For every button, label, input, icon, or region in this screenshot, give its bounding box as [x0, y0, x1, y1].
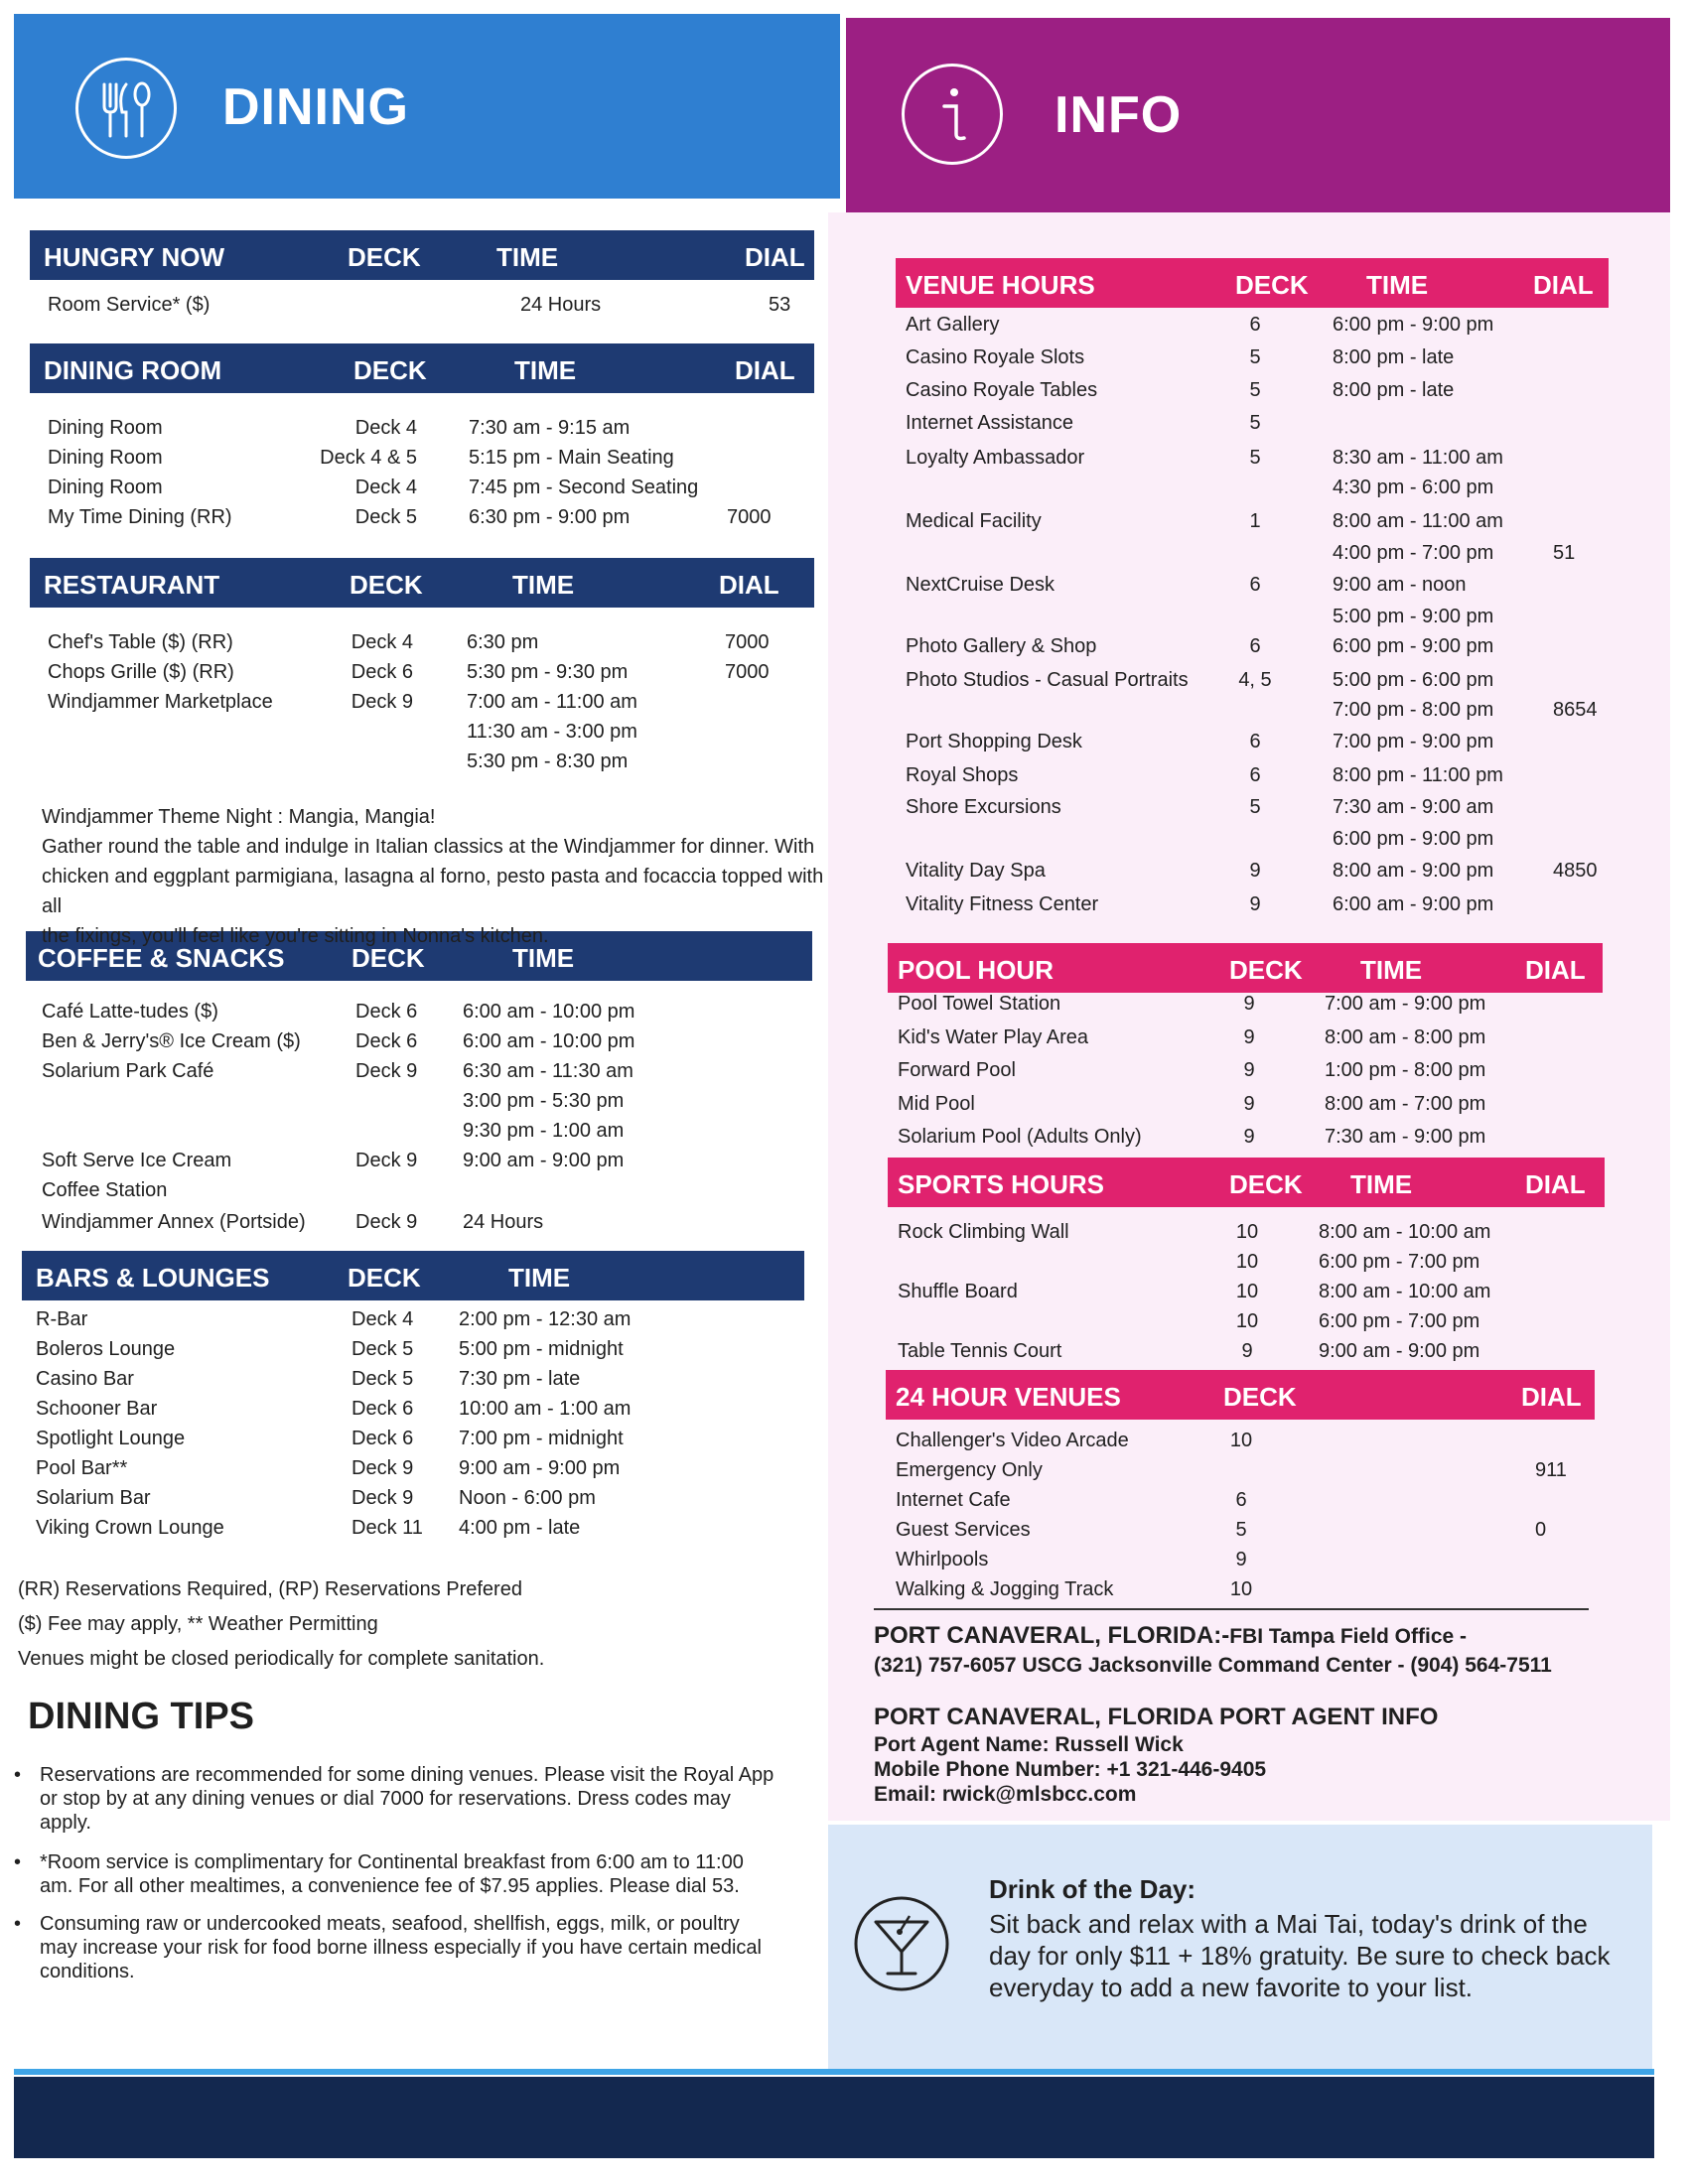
- venue-hours-row: [896, 893, 1609, 919]
- restaurant-venue-cell: Chef's Table ($) (RR): [48, 631, 233, 653]
- sports-hours-deck-cell: 10: [1235, 1221, 1259, 1243]
- drink-title: Drink of the Day:: [989, 1874, 1196, 1904]
- drink-text: Sit back and relax with a Mai Tai, today's drink of the day for only $11 + 18% gratuity. Be sure to check back everyday to add a new favorite to your list.: [989, 1909, 1611, 2002]
- twenty-four-hour-venues-deck-cell: 9: [1235, 1549, 1247, 1570]
- twenty-four-hour-venues-row: [886, 1459, 1595, 1485]
- bars-lounges-time-cell: 7:30 pm - late: [459, 1368, 581, 1390]
- bars-lounges-deck-cell: Deck 6: [352, 1428, 414, 1449]
- venue-hours-venue-cell: Photo Studios - Casual Portraits: [906, 669, 1189, 691]
- dining-room-header-0: DINING ROOM: [44, 355, 222, 385]
- dining-tip: • *Room service is complimentary for Continental breakfast from 6:00 am to 11:00 am. For all other mealtimes, a convenience fee of $7.95 applies. Please dial 53.: [40, 1850, 774, 1898]
- venue-hours-row: [896, 606, 1609, 631]
- venue-hours-row: [896, 510, 1609, 536]
- bars-lounges-deck-cell: Deck 9: [352, 1457, 414, 1479]
- pool-hour-time-cell: 8:00 am - 7:00 pm: [1325, 1092, 1486, 1115]
- venue-hours-time-cell: 7:00 pm - 8:00 pm: [1333, 699, 1494, 721]
- sports-hours-row: [888, 1251, 1605, 1277]
- hungry-now-row: [30, 294, 814, 320]
- coffee-snacks-deck-cell: Deck 6: [355, 1001, 418, 1023]
- info-icon: [905, 67, 1000, 162]
- hungry-now-header-2: TIME: [496, 242, 559, 272]
- pool-hour-deck-cell: 9: [1243, 1092, 1255, 1115]
- pool-hour-header-1: DECK: [1229, 955, 1303, 985]
- venue-hours-deck-cell: 6: [1249, 635, 1261, 657]
- dining-icon-circle: [75, 58, 177, 159]
- legend-line: (RR) Reservations Required, (RP) Reservations Prefered: [18, 1578, 522, 1600]
- venue-hours-time-cell: 6:00 pm - 9:00 pm: [1333, 828, 1494, 850]
- twenty-four-hour-venues-deck-cell: 6: [1235, 1489, 1247, 1511]
- pool-hour-time-cell: 8:00 am - 8:00 pm: [1325, 1025, 1486, 1048]
- port-agent-title: PORT CANAVERAL, FLORIDA PORT AGENT INFO: [874, 1704, 1439, 1730]
- venue-hours-deck-cell: 1: [1249, 510, 1261, 532]
- venue-hours-time-cell: 6:00 pm - 9:00 pm: [1333, 314, 1494, 336]
- coffee-snacks-venue-cell: Ben & Jerry's® Ice Cream ($): [42, 1030, 301, 1052]
- dining-room-time-cell: 5:15 pm - Main Seating: [469, 447, 674, 469]
- sports-hours-deck-cell: 10: [1235, 1251, 1259, 1273]
- sports-hours-row: [888, 1221, 1605, 1247]
- bars-lounges-deck-cell: Deck 5: [352, 1368, 414, 1390]
- port-agent-phone: Mobile Phone Number: +1 321-446-9405: [874, 1758, 1267, 1781]
- bars-lounges-deck-cell: Deck 5: [352, 1338, 414, 1360]
- info-title: INFO: [1055, 86, 1183, 144]
- legend-line: Venues might be closed periodically for complete sanitation.: [18, 1648, 545, 1670]
- sports-hours-row: [888, 1340, 1605, 1366]
- venue-hours-deck-cell: 5: [1249, 447, 1261, 469]
- restaurant-time-cell: 5:30 pm - 9:30 pm: [467, 661, 629, 683]
- restaurant-header-3: DIAL: [719, 570, 779, 600]
- venue-hours-header-1: DECK: [1235, 270, 1309, 300]
- pool-hour-venue-cell: Pool Towel Station: [898, 993, 1061, 1015]
- info-icon-circle: [902, 64, 1003, 165]
- sports-hours-time-cell: 6:00 pm - 7:00 pm: [1319, 1310, 1480, 1332]
- twenty-four-hour-venues-deck-cell: 10: [1229, 1430, 1253, 1451]
- venue-hours-deck-cell: 6: [1249, 574, 1261, 596]
- coffee-snacks-time-cell: 9:30 pm - 1:00 am: [463, 1120, 625, 1142]
- bars-lounges-deck-cell: Deck 11: [352, 1517, 423, 1539]
- port-security-line1: FBI Tampa Field Office -: [1229, 1625, 1468, 1648]
- venue-hours-row: [896, 699, 1609, 725]
- dining-room-venue-cell: Dining Room: [48, 447, 163, 469]
- bars-lounges-row: [22, 1517, 804, 1543]
- restaurant-time-cell: 5:30 pm - 8:30 pm: [467, 751, 629, 772]
- twenty-four-hour-venues-deck-cell: 5: [1235, 1519, 1247, 1541]
- restaurant-row: [30, 721, 814, 747]
- venue-hours-venue-cell: Internet Assistance: [906, 412, 1073, 434]
- venue-hours-row: [896, 669, 1609, 695]
- coffee-snacks-venue-cell: Café Latte-tudes ($): [42, 1001, 218, 1023]
- venue-hours-time-cell: 8:30 am - 11:00 am: [1333, 447, 1503, 469]
- port-agent-email: Email: rwick@mlsbcc.com: [874, 1783, 1137, 1806]
- twenty-four-hour-venues-header-bar: [886, 1370, 1595, 1420]
- venue-hours-header-3: DIAL: [1533, 270, 1594, 300]
- venue-hours-row: [896, 346, 1609, 372]
- venue-hours-time-cell: 5:00 pm - 9:00 pm: [1333, 606, 1494, 627]
- restaurant-deck-cell: Deck 4: [351, 631, 413, 653]
- venue-hours-row: [896, 477, 1609, 502]
- twenty-four-hour-venues-venue-cell: Challenger's Video Arcade: [896, 1430, 1129, 1451]
- dining-room-header-2: TIME: [514, 355, 577, 385]
- restaurant-row: [30, 751, 814, 776]
- coffee-snacks-deck-cell: Deck 9: [355, 1150, 418, 1171]
- dining-room-row: [30, 447, 814, 473]
- sports-hours-header-1: DECK: [1229, 1169, 1303, 1199]
- bars-lounges-header-0: BARS & LOUNGES: [36, 1263, 270, 1293]
- venue-hours-venue-cell: Shore Excursions: [906, 796, 1061, 818]
- sports-hours-deck-cell: 10: [1235, 1310, 1259, 1332]
- venue-hours-time-cell: 7:00 pm - 9:00 pm: [1333, 731, 1494, 752]
- dining-tip: • Consuming raw or undercooked meats, seafood, shellfish, eggs, milk, or poultry may increase your risk for food borne illness especially if you have certain medical conditions.: [40, 1912, 774, 1983]
- theme-line: Gather round the table and indulge in Italian classics at the Windjammer for dinner. With: [42, 836, 815, 858]
- divider: [874, 1608, 1589, 1610]
- info-header: [846, 18, 1670, 212]
- venue-hours-venue-cell: Casino Royale Slots: [906, 346, 1085, 368]
- port-security-title: [874, 1622, 1467, 1650]
- coffee-snacks-time-cell: 6:30 am - 11:30 am: [463, 1060, 633, 1082]
- venue-hours-row: [896, 542, 1609, 568]
- venue-hours-venue-cell: Art Gallery: [906, 314, 1000, 336]
- restaurant-venue-cell: Chops Grille ($) (RR): [48, 661, 234, 683]
- venue-hours-venue-cell: Loyalty Ambassador: [906, 447, 1085, 469]
- twenty-four-hour-venues-venue-cell: Guest Services: [896, 1519, 1031, 1541]
- twenty-four-hour-venues-deck-cell: 10: [1229, 1578, 1253, 1600]
- sports-hours-time-cell: 9:00 am - 9:00 pm: [1319, 1340, 1480, 1362]
- venue-hours-time-cell: 8:00 pm - 11:00 pm: [1333, 764, 1503, 786]
- sports-hours-venue-cell: Rock Climbing Wall: [898, 1221, 1069, 1243]
- venue-hours-deck-cell: 4, 5: [1238, 669, 1272, 691]
- coffee-snacks-deck-cell: Deck 9: [355, 1211, 418, 1233]
- bars-lounges-time-cell: 5:00 pm - midnight: [459, 1338, 624, 1360]
- venue-hours-dial-cell: 51: [1553, 542, 1576, 564]
- theme-night-text: [42, 802, 836, 951]
- dining-room-venue-cell: My Time Dining (RR): [48, 506, 232, 528]
- restaurant-deck-cell: Deck 9: [351, 691, 413, 713]
- cocktail-icon: [852, 1894, 951, 1993]
- hungry-now-header-3: DIAL: [745, 242, 805, 272]
- dining-room-row: [30, 417, 814, 443]
- dining-room-venue-cell: Dining Room: [48, 417, 163, 439]
- dining-room-time-cell: 6:30 pm - 9:00 pm: [469, 506, 631, 528]
- dining-room-time-cell: 7:30 am - 9:15 am: [469, 417, 631, 439]
- dining-room-header-3: DIAL: [735, 355, 795, 385]
- bars-lounges-venue-cell: Boleros Lounge: [36, 1338, 176, 1360]
- bars-lounges-time-cell: Noon - 6:00 pm: [459, 1487, 596, 1509]
- restaurant-venue-cell: Windjammer Marketplace: [48, 691, 273, 713]
- venue-hours-venue-cell: Vitality Fitness Center: [906, 893, 1099, 915]
- coffee-snacks-time-cell: 6:00 am - 10:00 pm: [463, 1030, 635, 1052]
- pool-hour-venue-cell: Solarium Pool (Adults Only): [898, 1126, 1142, 1148]
- sports-hours-venue-cell: Table Tennis Court: [898, 1340, 1062, 1362]
- theme-line: chicken and eggplant parmigiana, lasagna al forno, pesto pasta and focaccia topped with all: [42, 866, 824, 917]
- twenty-four-hour-venues-venue-cell: Emergency Only: [896, 1459, 1043, 1481]
- venue-hours-deck-cell: 5: [1249, 412, 1261, 434]
- restaurant-header-bar: [30, 558, 814, 608]
- twenty-four-hour-venues-venue-cell: Walking & Jogging Track: [896, 1578, 1114, 1600]
- restaurant-row: [30, 631, 814, 657]
- hungry-now-venue-cell: Room Service* ($): [48, 294, 211, 316]
- dining-header: [14, 14, 840, 199]
- coffee-snacks-header-2: TIME: [512, 943, 575, 973]
- venue-hours-deck-cell: 5: [1249, 379, 1261, 401]
- theme-line: the fixings, you'll feel like you're sitting in Nonna's kitchen.: [42, 925, 549, 947]
- venue-hours-deck-cell: 9: [1249, 893, 1261, 915]
- restaurant-dial-cell: 7000: [725, 661, 770, 683]
- bars-lounges-venue-cell: Spotlight Lounge: [36, 1428, 186, 1449]
- sports-hours-time-cell: 6:00 pm - 7:00 pm: [1319, 1251, 1480, 1273]
- pool-hour-row: [888, 1093, 1603, 1119]
- theme-line: Windjammer Theme Night : Mangia, Mangia!: [42, 806, 436, 828]
- bars-lounges-time-cell: 2:00 pm - 12:30 am: [459, 1308, 632, 1330]
- venue-hours-deck-cell: 5: [1249, 796, 1261, 818]
- bars-lounges-venue-cell: Solarium Bar: [36, 1487, 151, 1509]
- hungry-now-dial-cell: 53: [769, 294, 791, 316]
- coffee-snacks-deck-cell: Deck 9: [355, 1060, 418, 1082]
- restaurant-header-1: DECK: [350, 570, 423, 600]
- pool-hour-time-cell: 7:30 am - 9:00 pm: [1325, 1126, 1486, 1148]
- bars-lounges-time-cell: 7:00 pm - midnight: [459, 1428, 624, 1449]
- legend-line: ($) Fee may apply, ** Weather Permitting: [18, 1613, 378, 1635]
- venue-hours-deck-cell: 9: [1249, 860, 1261, 882]
- dining-tip: • Reservations are recommended for some dining venues. Please visit the Royal App or stop by at any dining venues or dial 7000 for reservations. Dress codes may apply.: [40, 1763, 774, 1835]
- dining-room-deck-cell: Deck 4 & 5: [320, 447, 417, 469]
- twenty-four-hour-venues-header-0: 24 HOUR VENUES: [896, 1382, 1121, 1412]
- pool-hour-venue-cell: Forward Pool: [898, 1059, 1016, 1081]
- twenty-four-hour-venues-venue-cell: Whirlpools: [896, 1549, 989, 1570]
- bars-lounges-deck-cell: Deck 6: [352, 1398, 414, 1420]
- bars-lounges-row: [22, 1308, 804, 1334]
- restaurant-row: [30, 661, 814, 687]
- bars-lounges-venue-cell: Schooner Bar: [36, 1398, 158, 1420]
- hungry-now-header-0: HUNGRY NOW: [44, 242, 224, 272]
- dining-room-row: [30, 477, 814, 502]
- venue-hours-dial-cell: 4850: [1553, 860, 1598, 882]
- venue-hours-deck-cell: 5: [1249, 346, 1261, 368]
- venue-hours-time-cell: 8:00 pm - late: [1333, 379, 1455, 401]
- pool-hour-header-3: DIAL: [1525, 955, 1586, 985]
- restaurant-time-cell: 6:30 pm: [467, 631, 539, 653]
- dining-room-dial-cell: 7000: [727, 506, 772, 528]
- venue-hours-time-cell: 8:00 pm - late: [1333, 346, 1455, 368]
- pool-hour-header-bar: [888, 943, 1603, 993]
- venue-hours-row: [896, 635, 1609, 661]
- sports-hours-row: [888, 1281, 1605, 1306]
- hungry-now-header-1: DECK: [348, 242, 421, 272]
- venue-hours-deck-cell: 6: [1249, 764, 1261, 786]
- twenty-four-hour-venues-dial-cell: 911: [1535, 1459, 1567, 1481]
- venue-hours-row: [896, 412, 1609, 438]
- twenty-four-hour-venues-row: [886, 1430, 1595, 1455]
- sports-hours-header-2: TIME: [1350, 1169, 1413, 1199]
- sports-hours-row: [888, 1310, 1605, 1336]
- port-security-line2: (321) 757-6057 USCG Jacksonville Command Center - (904) 564-7511: [874, 1654, 1552, 1677]
- venue-hours-row: [896, 314, 1609, 340]
- dining-room-header-bar: [30, 343, 814, 393]
- venue-hours-row: [896, 796, 1609, 822]
- bars-lounges-row: [22, 1398, 804, 1424]
- bars-lounges-row: [22, 1338, 804, 1364]
- restaurant-header-0: RESTAURANT: [44, 570, 220, 600]
- bars-lounges-venue-cell: Casino Bar: [36, 1368, 134, 1390]
- venue-hours-row: [896, 764, 1609, 790]
- pool-hour-row: [888, 1026, 1603, 1052]
- venue-hours-venue-cell: Vitality Day Spa: [906, 860, 1046, 882]
- sports-hours-header-0: SPORTS HOURS: [898, 1169, 1105, 1199]
- bars-lounges-deck-cell: Deck 9: [352, 1487, 414, 1509]
- twenty-four-hour-venues-row: [886, 1519, 1595, 1545]
- venue-hours-row: [896, 574, 1609, 600]
- venue-hours-time-cell: 5:00 pm - 6:00 pm: [1333, 669, 1494, 691]
- sports-hours-deck-cell: 10: [1235, 1281, 1259, 1302]
- venue-hours-venue-cell: Port Shopping Desk: [906, 731, 1082, 752]
- restaurant-header-2: TIME: [512, 570, 575, 600]
- coffee-snacks-row: [26, 1179, 812, 1205]
- pool-hour-row: [888, 993, 1603, 1019]
- venue-hours-row: [896, 447, 1609, 473]
- venue-hours-header-0: VENUE HOURS: [906, 270, 1095, 300]
- restaurant-deck-cell: Deck 6: [351, 661, 413, 683]
- venue-hours-venue-cell: NextCruise Desk: [906, 574, 1055, 596]
- venue-hours-time-cell: 9:00 am - noon: [1333, 574, 1467, 596]
- bars-lounges-time-cell: 10:00 am - 1:00 am: [459, 1398, 632, 1420]
- venue-hours-dial-cell: 8654: [1553, 699, 1598, 721]
- venue-hours-time-cell: 6:00 pm - 9:00 pm: [1333, 635, 1494, 657]
- dining-title: DINING: [222, 78, 409, 136]
- coffee-snacks-row: [26, 1211, 812, 1237]
- twenty-four-hour-venues-venue-cell: Internet Cafe: [896, 1489, 1011, 1511]
- legend: [18, 1572, 812, 1677]
- venue-hours-time-cell: 8:00 am - 9:00 pm: [1333, 860, 1494, 882]
- bars-lounges-header-bar: [22, 1251, 804, 1300]
- dining-tips-title: DINING TIPS: [28, 1696, 255, 1737]
- coffee-snacks-header-1: DECK: [352, 943, 425, 973]
- venue-hours-venue-cell: Photo Gallery & Shop: [906, 635, 1097, 657]
- venue-hours-row: [896, 379, 1609, 405]
- coffee-snacks-venue-cell: Soft Serve Ice Cream: [42, 1150, 232, 1171]
- twenty-four-hour-venues-header-3: DIAL: [1521, 1382, 1582, 1412]
- hungry-now-time-cell: 24 Hours: [520, 294, 602, 316]
- coffee-snacks-row: [26, 1090, 812, 1116]
- sports-hours-venue-cell: Shuffle Board: [898, 1281, 1018, 1302]
- coffee-snacks-row: [26, 1060, 812, 1086]
- venue-hours-time-cell: 4:00 pm - 7:00 pm: [1333, 542, 1494, 564]
- coffee-snacks-time-cell: 6:00 am - 10:00 pm: [463, 1001, 635, 1023]
- pool-hour-row: [888, 1059, 1603, 1085]
- bars-lounges-header-1: DECK: [348, 1263, 421, 1293]
- sports-hours-header-bar: [888, 1158, 1605, 1207]
- footer-bar: [14, 2077, 1654, 2158]
- bars-lounges-row: [22, 1428, 804, 1453]
- sports-hours-time-cell: 8:00 am - 10:00 am: [1319, 1221, 1491, 1243]
- dining-room-time-cell: 7:45 pm - Second Seating: [469, 477, 699, 498]
- pool-hour-header-2: TIME: [1360, 955, 1423, 985]
- dining-room-header-1: DECK: [353, 355, 427, 385]
- venue-hours-venue-cell: Casino Royale Tables: [906, 379, 1098, 401]
- coffee-snacks-row: [26, 1030, 812, 1056]
- pool-hour-deck-cell: 9: [1243, 993, 1255, 1015]
- venue-hours-deck-cell: 6: [1249, 314, 1261, 336]
- coffee-snacks-row: [26, 1120, 812, 1146]
- pool-hour-time-cell: 1:00 pm - 8:00 pm: [1325, 1059, 1486, 1081]
- venue-hours-header-2: TIME: [1366, 270, 1429, 300]
- sports-hours-deck-cell: 9: [1241, 1340, 1253, 1362]
- pool-hour-header-0: POOL HOUR: [898, 955, 1054, 985]
- pool-hour-venue-cell: Kid's Water Play Area: [898, 1025, 1089, 1048]
- venue-hours-venue-cell: Royal Shops: [906, 764, 1019, 786]
- restaurant-time-cell: 7:00 am - 11:00 am: [467, 691, 637, 713]
- venue-hours-venue-cell: Medical Facility: [906, 510, 1042, 532]
- bars-lounges-deck-cell: Deck 4: [352, 1308, 414, 1330]
- venue-hours-time-cell: 4:30 pm - 6:00 pm: [1333, 477, 1494, 498]
- twenty-four-hour-venues-row: [886, 1489, 1595, 1515]
- bars-lounges-venue-cell: Pool Bar**: [36, 1457, 128, 1479]
- coffee-snacks-time-cell: 3:00 pm - 5:30 pm: [463, 1090, 625, 1112]
- coffee-snacks-deck-cell: Deck 6: [355, 1030, 418, 1052]
- port-security-heading: PORT CANAVERAL, FLORIDA:-: [874, 1622, 1230, 1649]
- restaurant-time-cell: 11:30 am - 3:00 pm: [467, 721, 637, 743]
- dining-room-venue-cell: Dining Room: [48, 477, 163, 498]
- hungry-now-header-bar: [30, 230, 814, 280]
- restaurant-row: [30, 691, 814, 717]
- twenty-four-hour-venues-row: [886, 1578, 1595, 1604]
- pool-hour-deck-cell: 9: [1243, 1025, 1255, 1048]
- coffee-snacks-venue-cell: Coffee Station: [42, 1179, 168, 1201]
- venue-hours-header-bar: [896, 258, 1609, 308]
- coffee-snacks-venue-cell: Solarium Park Café: [42, 1060, 214, 1082]
- venue-hours-time-cell: 7:30 am - 9:00 am: [1333, 796, 1494, 818]
- venue-hours-row: [896, 828, 1609, 854]
- port-agent-name: Port Agent Name: Russell Wick: [874, 1733, 1184, 1756]
- bars-lounges-row: [22, 1368, 804, 1394]
- bars-lounges-row: [22, 1487, 804, 1513]
- venue-hours-time-cell: 8:00 am - 11:00 am: [1333, 510, 1503, 532]
- dining-room-deck-cell: Deck 4: [354, 477, 417, 498]
- coffee-snacks-row: [26, 1150, 812, 1175]
- sports-hours-header-3: DIAL: [1525, 1169, 1586, 1199]
- coffee-snacks-header-0: COFFEE & SNACKS: [38, 943, 285, 973]
- bars-lounges-time-cell: 4:00 pm - late: [459, 1517, 581, 1539]
- twenty-four-hour-venues-row: [886, 1549, 1595, 1574]
- venue-hours-row: [896, 860, 1609, 886]
- footer-accent-line: [14, 2069, 1654, 2075]
- bars-lounges-time-cell: 9:00 am - 9:00 pm: [459, 1457, 621, 1479]
- coffee-snacks-row: [26, 1001, 812, 1026]
- dining-room-row: [30, 506, 814, 532]
- venue-hours-time-cell: 6:00 am - 9:00 pm: [1333, 893, 1494, 915]
- pool-hour-venue-cell: Mid Pool: [898, 1092, 975, 1115]
- twenty-four-hour-venues-header-1: DECK: [1223, 1382, 1297, 1412]
- pool-hour-deck-cell: 9: [1243, 1126, 1255, 1148]
- twenty-four-hour-venues-dial-cell: 0: [1535, 1519, 1547, 1541]
- restaurant-dial-cell: 7000: [725, 631, 770, 653]
- venue-hours-row: [896, 731, 1609, 756]
- venue-hours-deck-cell: 6: [1249, 731, 1261, 752]
- pool-hour-row: [888, 1126, 1603, 1152]
- bars-lounges-venue-cell: R-Bar: [36, 1308, 88, 1330]
- bars-lounges-venue-cell: Viking Crown Lounge: [36, 1517, 224, 1539]
- sports-hours-time-cell: 8:00 am - 10:00 am: [1319, 1281, 1491, 1302]
- coffee-snacks-venue-cell: Windjammer Annex (Portside): [42, 1211, 306, 1233]
- dining-room-deck-cell: Deck 5: [354, 506, 417, 528]
- pool-hour-time-cell: 7:00 am - 9:00 pm: [1325, 993, 1486, 1015]
- coffee-snacks-time-cell: 24 Hours: [463, 1211, 544, 1233]
- fork-knife-spoon-icon: [78, 61, 174, 156]
- pool-hour-deck-cell: 9: [1243, 1059, 1255, 1081]
- coffee-snacks-time-cell: 9:00 am - 9:00 pm: [463, 1150, 625, 1171]
- dining-room-deck-cell: Deck 4: [354, 417, 417, 439]
- bars-lounges-header-2: TIME: [508, 1263, 571, 1293]
- bars-lounges-row: [22, 1457, 804, 1483]
